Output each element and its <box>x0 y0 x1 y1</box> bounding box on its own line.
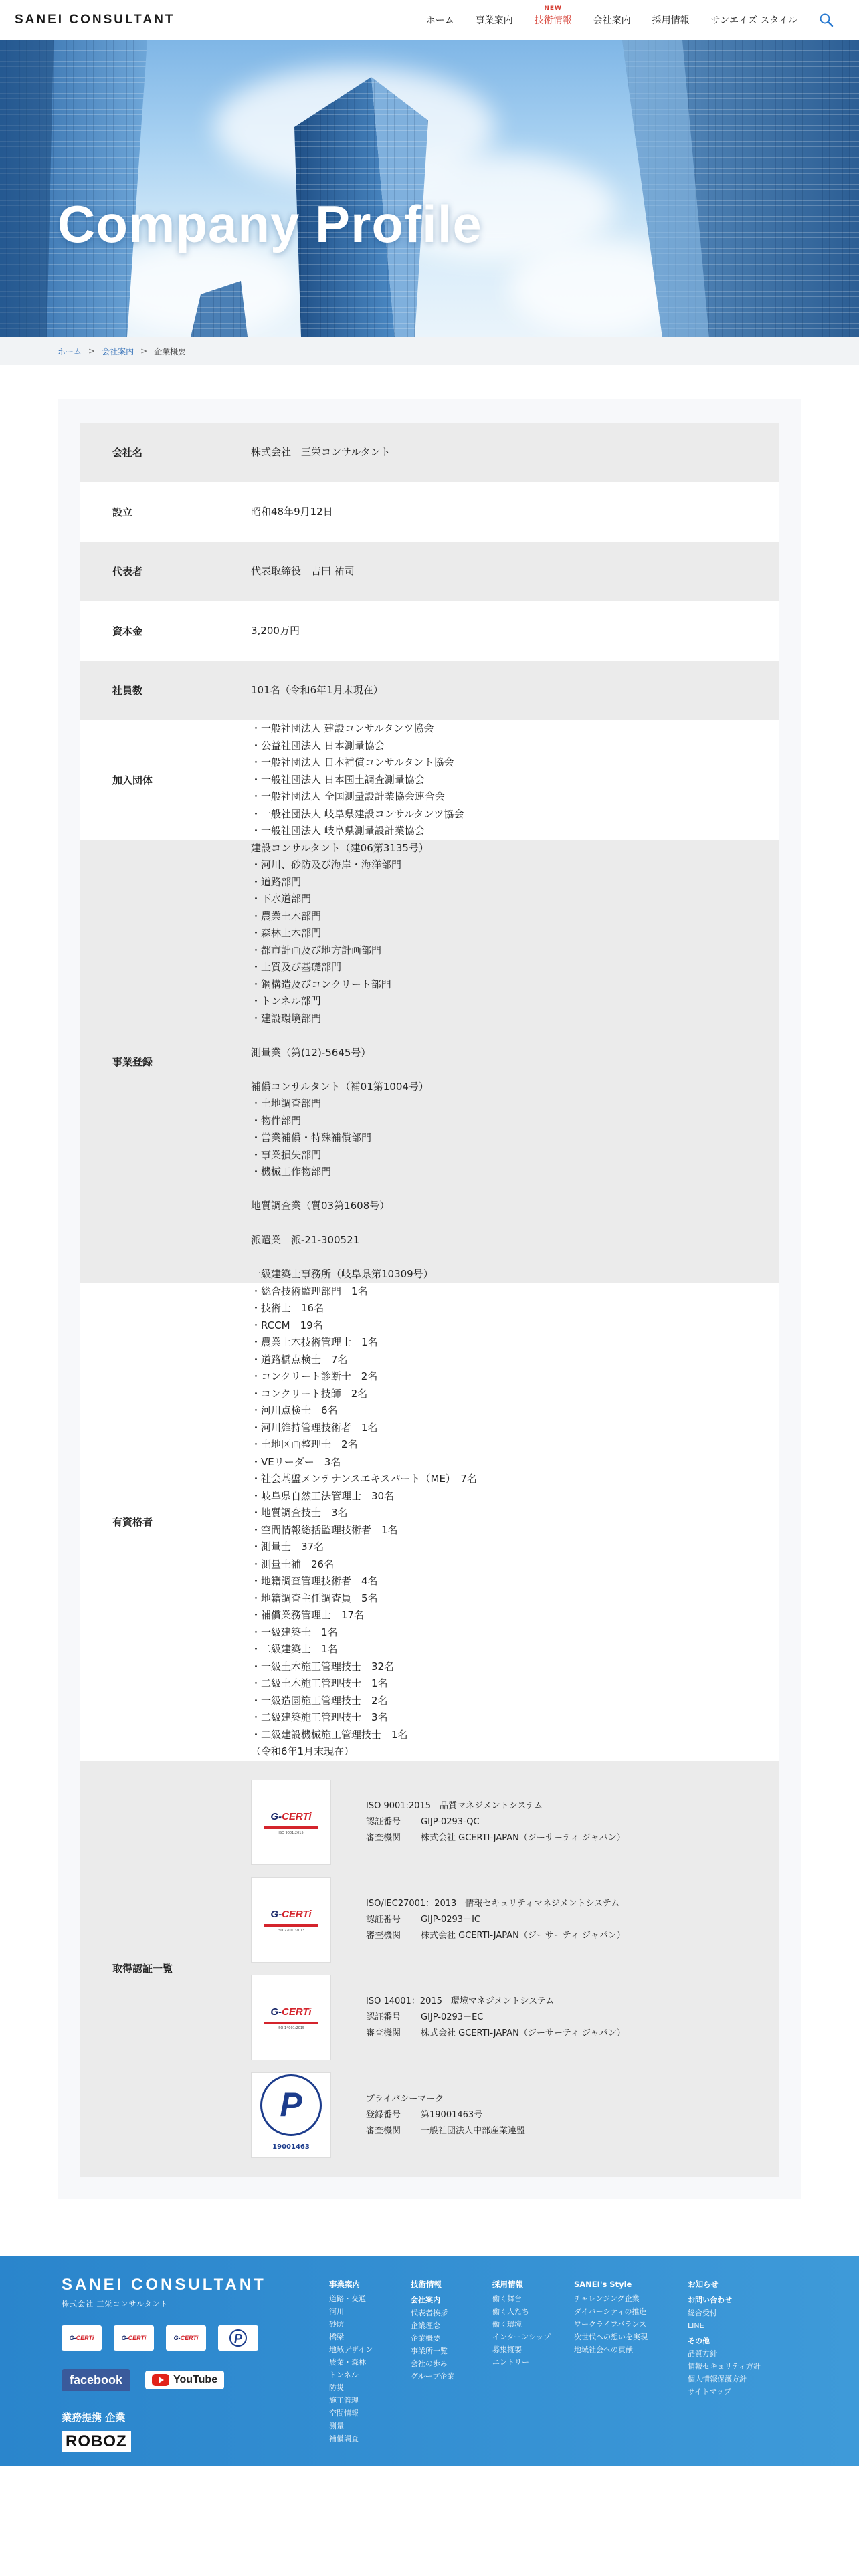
list-line: ・二級土木施工管理技士 1名 <box>251 1677 388 1689</box>
nav-label: 事業案内 <box>475 15 513 26</box>
list-line: ・事業損失部門 <box>251 1148 322 1161</box>
gcerti-logo <box>260 1906 322 1933</box>
gcerti-g: G- <box>270 2006 282 2018</box>
site-footer <box>0 2256 859 2466</box>
cert-title-text: ISO/IEC27001：2013 情報セキュリティマネジメントシステム <box>366 1898 620 1909</box>
footer-partner-heading: 業務提携 企業 <box>62 2411 126 2424</box>
site-header <box>0 0 859 40</box>
facebook-link[interactable]: facebook <box>62 2369 130 2391</box>
footer-link[interactable]: 農業・森林 <box>329 2357 366 2367</box>
cert-value: 株式会社 GCERTI-JAPAN（ジーサーティ ジャパン） <box>421 1832 626 1843</box>
gcerti-mark <box>260 1808 322 1826</box>
list-line: ・土地調査部門 <box>251 1097 322 1109</box>
certification-number-row <box>366 1912 626 1928</box>
certification-logo <box>251 1975 331 2060</box>
privacy-mark-icon: P <box>260 2074 322 2136</box>
list-line: ・地籍調査主任調査員 5名 <box>251 1592 378 1604</box>
certification-title <box>366 2091 525 2107</box>
certification-details <box>366 1798 626 1846</box>
list-line: ・二級建築施工管理技士 3名 <box>251 1711 388 1723</box>
footer-link[interactable]: 空間情報 <box>329 2408 359 2418</box>
gcerti-logo <box>260 2004 322 2031</box>
certification-number-row <box>366 2010 626 2026</box>
gcerti-badge <box>114 2325 154 2351</box>
cert-value: 株式会社 GCERTI-JAPAN（ジーサーティ ジャパン） <box>421 1930 626 1941</box>
privacy-mark-badge <box>218 2325 258 2351</box>
list-line <box>251 1027 779 1045</box>
footer-column <box>411 2278 492 2445</box>
gcerti-bar <box>264 1924 318 1927</box>
badge-g: G- <box>173 2334 181 2341</box>
footer-link[interactable]: 道路・交通 <box>329 2294 366 2303</box>
list-line: 地質調査業（質03第1608号） <box>251 1200 390 1212</box>
badge-certi: CERTi <box>76 2334 94 2341</box>
list-line: ・一般社団法人 全国測量設計業協会連合会 <box>251 790 445 802</box>
gcerti-certi: CERTi <box>282 1811 312 1823</box>
gcerti-certi: CERTi <box>282 1909 312 1921</box>
footer-sitemap <box>329 2278 769 2445</box>
list-line: ・河川、砂防及び海岸・海洋部門 <box>251 859 402 871</box>
hero-banner <box>0 40 859 337</box>
pmark-number: 19001463 <box>272 2143 310 2151</box>
footer-column <box>329 2278 411 2445</box>
cert-key: 登録番号 <box>366 2109 401 2120</box>
gcerti-standard: ISO 27001:2013 <box>277 1928 305 1933</box>
list-line: ・二級建築士 1名 <box>251 1643 338 1655</box>
nav-label: 技術情報 <box>534 15 572 26</box>
cert-key: 審査機関 <box>366 2028 401 2038</box>
footer-link[interactable]: 砂防 <box>329 2319 344 2329</box>
footer-link[interactable]: 施工管理 <box>329 2395 359 2405</box>
certification-details <box>366 1896 626 1944</box>
youtube-label: YouTube <box>173 2374 218 2385</box>
footer-column-heading[interactable]: SANEI's Style <box>574 2279 632 2289</box>
certification-title <box>366 1896 626 1912</box>
cert-value: GIJP-0293－IC <box>421 1914 480 1925</box>
main-nav <box>415 5 834 27</box>
list-line <box>251 1181 779 1198</box>
value-company-name: 株式会社 三栄コンサルタント <box>251 445 391 458</box>
gcerti-certi: CERTi <box>282 2006 312 2018</box>
list-line: ・鋼構造及びコンクリート部門 <box>251 978 391 990</box>
list-line: ・一般社団法人 岐阜県建設コンサルタンツ協会 <box>251 807 464 820</box>
gcerti-badge <box>62 2325 102 2351</box>
label-company-name: 会社名 <box>112 447 143 459</box>
footer-column <box>688 2278 769 2445</box>
list-line: ・建設環境部門 <box>251 1012 322 1025</box>
registration-list <box>251 840 779 1283</box>
row-certifications <box>80 1761 779 2177</box>
footer-link[interactable]: 個人情報保護方針 <box>688 2374 747 2383</box>
list-line: ・空間情報総括監理技術者 1名 <box>251 1523 398 1536</box>
list-line: ・二級建設機械施工管理技士 1名 <box>251 1728 408 1741</box>
breadcrumb-current: 企業概要 <box>154 346 187 356</box>
value-representative: 代表取締役 吉田 祐司 <box>251 564 355 577</box>
row-capital <box>80 601 779 661</box>
youtube-link[interactable] <box>145 2371 224 2389</box>
certification-number-row <box>366 1814 626 1830</box>
footer-link[interactable]: 情報セキュリティ方針 <box>688 2361 761 2371</box>
footer-column-heading[interactable]: 採用情報 <box>492 2279 523 2289</box>
nav-company[interactable] <box>583 13 642 27</box>
footer-link[interactable]: 働く人たち <box>492 2306 529 2316</box>
footer-link[interactable]: トンネル <box>329 2370 359 2379</box>
cert-value: GIJP-0293－EC <box>421 2012 484 2022</box>
footer-link[interactable]: 企業理念 <box>411 2321 440 2330</box>
list-line: ・一級土木施工管理技士 32名 <box>251 1660 395 1673</box>
list-line: ・補償業務管理士 17名 <box>251 1609 365 1621</box>
footer-link[interactable]: ワークライフバランス <box>574 2319 647 2329</box>
list-line: ・VEリーダー 3名 <box>251 1455 341 1468</box>
breadcrumb-company[interactable]: 会社案内 <box>102 346 134 356</box>
footer-link[interactable]: 働く舞台 <box>492 2294 522 2303</box>
list-line: ・技術士 16名 <box>251 1302 324 1314</box>
nav-label: サンエイズ スタイル <box>710 15 797 26</box>
list-line: ・物件部門 <box>251 1114 302 1127</box>
list-line: ・一般社団法人 日本国土調査測量協会 <box>251 773 425 786</box>
certification-number-row <box>366 2107 525 2123</box>
footer-link[interactable]: 補償調査 <box>329 2434 359 2443</box>
breadcrumb-home[interactable]: ホーム <box>58 346 82 356</box>
gcerti-standard: ISO 14001:2015 <box>277 2026 305 2030</box>
list-line: ・営業補償・特殊補償部門 <box>251 1132 372 1144</box>
badge-g: G- <box>69 2334 76 2341</box>
membership-list <box>251 720 779 840</box>
qualified-list <box>251 1283 779 1761</box>
nav-tech-info[interactable] <box>524 5 583 27</box>
certification-item <box>251 2072 779 2158</box>
footer-link[interactable]: サイトマップ <box>688 2387 731 2396</box>
footer-column-heading[interactable]: 事業案内 <box>329 2279 360 2289</box>
breadcrumb-separator: > <box>140 346 148 356</box>
footer-link[interactable]: インターンシップ <box>492 2332 551 2341</box>
label-memberships: 加入団体 <box>112 774 153 786</box>
footer-column <box>574 2278 688 2445</box>
footer-company-name: 株式会社 三栄コンサルタント <box>62 2299 169 2309</box>
cert-key: 審査機関 <box>366 2125 401 2136</box>
footer-link[interactable]: 測量 <box>329 2421 344 2430</box>
footer-column-subheading[interactable]: その他 <box>688 2336 710 2345</box>
privacy-mark-icon <box>229 2329 248 2347</box>
list-line: ・一般社団法人 岐阜県測量設計業協会 <box>251 825 425 837</box>
footer-column-heading[interactable]: お知らせ <box>688 2279 719 2289</box>
cert-title-text: ISO 9001:2015 品質マネジメントシステム <box>366 1800 543 1811</box>
badge-g: G- <box>121 2334 128 2341</box>
list-line: ・一級建築士 1名 <box>251 1626 338 1638</box>
list-line: ・測量士 37名 <box>251 1541 324 1553</box>
cert-title-text: ISO 14001：2015 環境マネジメントシステム <box>366 1996 555 2006</box>
certification-body-row <box>366 2123 525 2139</box>
nav-home[interactable] <box>415 13 465 27</box>
list-line: ・河川維持管理技術者 1名 <box>251 1421 378 1434</box>
gcerti-bar <box>264 1826 318 1829</box>
footer-logo[interactable]: SANEI CONSULTANT <box>62 2275 266 2294</box>
nav-recruit[interactable] <box>642 13 700 27</box>
nav-business[interactable] <box>465 13 524 27</box>
cert-title-text: プライバシーマーク <box>366 2093 444 2104</box>
list-line: （令和6年1月末現在） <box>251 1745 355 1757</box>
cert-key: 認証番号 <box>366 1816 401 1827</box>
footer-link[interactable]: LINE <box>688 2321 704 2330</box>
footer-link[interactable]: 企業概要 <box>411 2333 440 2343</box>
list-line: ・RCCM 19名 <box>251 1319 323 1331</box>
footer-link[interactable]: 次世代への想いを実現 <box>574 2332 648 2341</box>
certification-logo <box>251 1877 331 1963</box>
list-line: ・農業土木技術管理士 1名 <box>251 1336 378 1348</box>
list-line: ・一般社団法人 日本補償コンサルタント協会 <box>251 756 454 768</box>
cert-key: 認証番号 <box>366 2012 401 2022</box>
footer-link[interactable]: 総合受付 <box>688 2308 717 2317</box>
footer-link[interactable]: 防災 <box>329 2383 344 2392</box>
row-representative <box>80 542 779 601</box>
list-line <box>251 1061 779 1079</box>
label-capital: 資本金 <box>112 625 143 637</box>
footer-link[interactable]: エントリー <box>492 2357 529 2367</box>
footer-link[interactable]: グループ企業 <box>411 2371 455 2381</box>
gcerti-bar <box>264 2022 318 2024</box>
site-logo[interactable]: SANEI CONSULTANT <box>15 13 175 27</box>
list-line: ・農業土木部門 <box>251 909 322 922</box>
company-profile-box <box>58 399 801 2199</box>
certification-item <box>251 1877 779 1963</box>
footer-link[interactable]: 橋梁 <box>329 2332 344 2341</box>
footer-link[interactable]: ダイバーシティの推進 <box>574 2306 647 2316</box>
gcerti-g: G- <box>270 1909 282 1921</box>
gcerti-mark <box>260 2004 322 2021</box>
certification-title <box>366 1798 626 1814</box>
certification-item <box>251 1975 779 2060</box>
list-line: 建設コンサルタント（建06第3135号） <box>251 841 429 854</box>
certification-list <box>251 1761 779 2177</box>
list-line: ・森林土木部門 <box>251 927 322 939</box>
footer-link[interactable]: チャレンジング企業 <box>574 2294 640 2303</box>
list-line: ・岐阜県自然工法管理士 30名 <box>251 1489 395 1502</box>
certification-body-row <box>366 1830 626 1846</box>
certification-details <box>366 1994 626 2042</box>
cert-value: 第19001463号 <box>421 2109 483 2120</box>
row-employees <box>80 661 779 720</box>
list-line: ・地籍調査管理技術者 4名 <box>251 1575 378 1587</box>
list-line: ・社会基盤メンテナンスエキスパート（ME） 7名 <box>251 1473 477 1485</box>
label-established: 設立 <box>112 506 133 518</box>
list-line: ・都市計画及び地方計画部門 <box>251 944 382 956</box>
footer-link[interactable]: 地域社会への貢献 <box>574 2345 633 2354</box>
list-line: ・下水道部門 <box>251 893 312 905</box>
value-registrations <box>251 840 779 1283</box>
label-registrations: 事業登録 <box>112 1055 153 1068</box>
footer-link[interactable]: 地域デザイン <box>329 2345 373 2354</box>
footer-link[interactable]: 河川 <box>329 2306 344 2316</box>
company-profile-table <box>80 423 779 2177</box>
list-line: ・コンクリート技師 2名 <box>251 1387 368 1400</box>
list-line: ・道路部門 <box>251 875 302 888</box>
new-badge: NEW <box>544 5 562 12</box>
list-line: ・総合技術監理部門 1名 <box>251 1285 368 1297</box>
label-employees: 社員数 <box>112 685 143 697</box>
list-line: ・機械工作物部門 <box>251 1166 332 1178</box>
row-memberships <box>80 720 779 840</box>
certification-item <box>251 1780 779 1865</box>
value-certifications <box>251 1761 779 2177</box>
certification-logo <box>251 2072 331 2158</box>
label-qualified: 有資格者 <box>112 1516 153 1528</box>
list-line: ・河川点検士 6名 <box>251 1404 338 1416</box>
value-memberships <box>251 720 779 840</box>
footer-column-subheading[interactable]: 会社案内 <box>411 2295 440 2304</box>
footer-link[interactable]: 会社の歩み <box>411 2359 448 2368</box>
list-line: ・トンネル部門 <box>251 995 321 1007</box>
list-line <box>251 1215 779 1232</box>
list-line: ・道路橋点検士 7名 <box>251 1353 348 1366</box>
footer-link[interactable]: 働く環境 <box>492 2319 522 2329</box>
footer-link[interactable]: 事業所一覧 <box>411 2346 448 2355</box>
gcerti-g: G- <box>270 1811 282 1823</box>
cert-value: GIJP-0293-QC <box>421 1816 480 1827</box>
nav-style[interactable] <box>700 13 808 27</box>
svg-text:P: P <box>234 2331 243 2345</box>
list-line: 測量業（第(12)-5645号） <box>251 1046 371 1059</box>
list-line: 一級建築士事務所（岐阜県第10309号） <box>251 1268 434 1280</box>
list-line: ・土質及び基礎部門 <box>251 961 342 973</box>
breadcrumb-separator: > <box>88 346 96 356</box>
list-line: ・一級造園施工管理技士 2名 <box>251 1694 388 1707</box>
breadcrumb <box>0 337 859 365</box>
main-content <box>0 365 859 2256</box>
gcerti-standard: ISO 9001:2015 <box>278 1830 304 1835</box>
roboz-logo[interactable]: ROBOZ <box>62 2431 131 2452</box>
list-line: ・地質調査技士 3名 <box>251 1507 348 1519</box>
row-qualified <box>80 1283 779 1761</box>
value-established: 昭和48年9月12日 <box>251 505 333 518</box>
gcerti-logo <box>260 1808 322 1836</box>
cert-key: 審査機関 <box>366 1930 401 1941</box>
footer-link[interactable]: 品質方針 <box>688 2349 717 2358</box>
list-line: ・公益社団法人 日本測量協会 <box>251 739 385 752</box>
cert-key: 審査機関 <box>366 1832 401 1843</box>
list-line: 派遣業 派-21-300521 <box>251 1234 360 1246</box>
list-line: ・コンクリート診断士 2名 <box>251 1370 378 1382</box>
label-certifications: 取得認証一覧 <box>112 1963 173 1975</box>
list-line: ・測量士補 26名 <box>251 1558 335 1570</box>
footer-column-heading[interactable]: 技術情報 <box>411 2279 442 2289</box>
badge-certi: CERTi <box>128 2334 147 2341</box>
nav-label: 採用情報 <box>652 15 690 26</box>
value-employees: 101名（令和6年1月末現在） <box>251 683 383 696</box>
cert-value: 株式会社 GCERTI-JAPAN（ジーサーティ ジャパン） <box>421 2028 626 2038</box>
youtube-play-icon <box>152 2374 169 2386</box>
footer-column-subheading[interactable]: お問い合わせ <box>688 2295 732 2304</box>
gcerti-badge <box>166 2325 206 2351</box>
list-line <box>251 1249 779 1267</box>
cert-key: 認証番号 <box>366 1914 401 1925</box>
row-established <box>80 482 779 542</box>
row-registrations <box>80 840 779 1283</box>
footer-column <box>492 2278 574 2445</box>
list-line: ・一般社団法人 建設コンサルタンツ協会 <box>251 722 434 734</box>
certification-title <box>366 1994 626 2010</box>
footer-link[interactable]: 代表者挨拶 <box>411 2308 448 2317</box>
value-qualified <box>251 1283 779 1761</box>
certification-details <box>366 2091 525 2139</box>
row-company-name <box>80 423 779 482</box>
page-title: Company Profile <box>58 195 482 253</box>
certification-body-row <box>366 2026 626 2042</box>
certification-body-row <box>366 1928 626 1944</box>
list-line: ・土地区画整理士 2名 <box>251 1438 358 1451</box>
value-capital: 3,200万円 <box>251 624 300 637</box>
list-line: 補償コンサルタント（補01第1004号） <box>251 1080 429 1093</box>
nav-label: 会社案内 <box>593 15 631 26</box>
badge-certi: CERTi <box>180 2334 199 2341</box>
gcerti-mark <box>260 1906 322 1923</box>
label-representative: 代表者 <box>112 566 143 578</box>
nav-label: ホーム <box>425 15 454 26</box>
building-skyline <box>0 40 859 337</box>
search-icon[interactable] <box>819 13 834 27</box>
cert-value: 一般社団法人中部産業連盟 <box>421 2125 526 2136</box>
footer-link[interactable]: 募集概要 <box>492 2345 522 2354</box>
certification-logo <box>251 1780 331 1865</box>
